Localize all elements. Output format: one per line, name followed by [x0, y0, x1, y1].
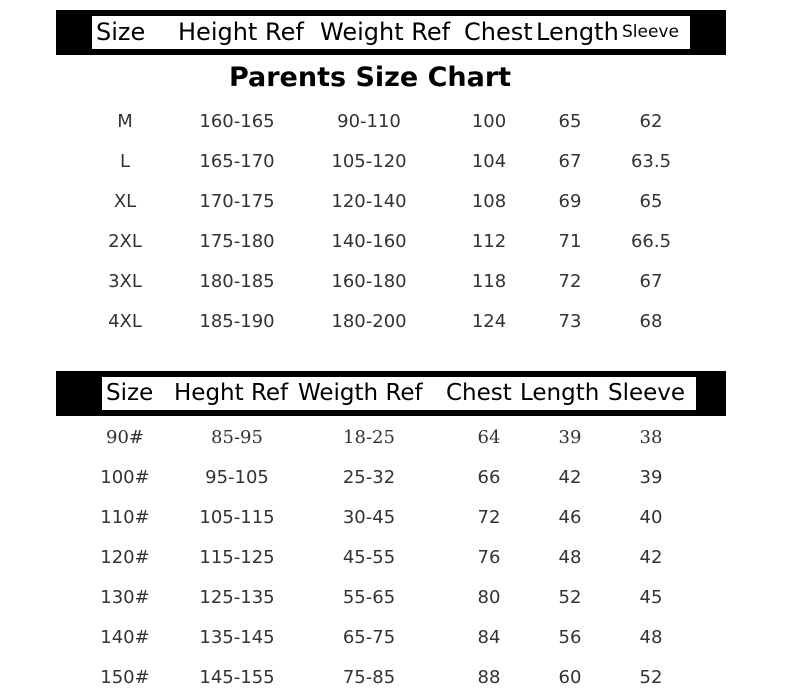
cell-size: 120#	[100, 547, 150, 568]
cell-sleeve: 38	[639, 427, 663, 448]
kids-header-sleeve: Sleeve	[608, 380, 686, 406]
cell-size: M	[117, 111, 133, 132]
cell-chest: 72	[477, 507, 501, 528]
cell-weight: 55-65	[342, 587, 396, 608]
kids-header-size: Size	[106, 380, 154, 406]
cell-chest: 88	[477, 667, 501, 688]
cell-length: 69	[558, 191, 582, 212]
cell-height: 165-170	[199, 151, 275, 172]
cell-length: 39	[558, 427, 582, 448]
table-row	[0, 147, 790, 177]
cell-height: 145-155	[199, 667, 275, 688]
cell-height: 95-105	[205, 467, 269, 488]
cell-chest: 118	[471, 271, 507, 292]
cell-size: 90#	[106, 427, 144, 448]
cell-sleeve: 63.5	[630, 151, 672, 172]
cell-weight: 140-160	[331, 231, 407, 252]
cell-sleeve: 62	[639, 111, 663, 132]
cell-weight: 45-55	[342, 547, 396, 568]
cell-height: 135-145	[199, 627, 275, 648]
parents-size-chart-title: Parents Size Chart	[228, 62, 512, 93]
cell-length: 52	[558, 587, 582, 608]
table-row	[0, 187, 790, 217]
cell-chest: 108	[471, 191, 507, 212]
cell-length: 60	[558, 667, 582, 688]
cell-chest: 84	[477, 627, 501, 648]
table-row	[0, 227, 790, 257]
cell-chest: 100	[471, 111, 507, 132]
parents-header-length: Length	[536, 18, 619, 46]
table-row	[0, 503, 790, 533]
cell-length: 71	[558, 231, 582, 252]
table-row	[0, 583, 790, 613]
cell-sleeve: 39	[639, 467, 663, 488]
cell-weight: 30-45	[342, 507, 396, 528]
parents-header-height: Height Ref	[178, 18, 304, 46]
kids-header-weight: Weigth Ref	[298, 380, 423, 406]
table-row	[0, 623, 790, 653]
cell-size: 4XL	[108, 311, 142, 332]
cell-size: 3XL	[108, 271, 142, 292]
cell-sleeve: 48	[639, 627, 663, 648]
cell-size: 110#	[100, 507, 150, 528]
cell-length: 42	[558, 467, 582, 488]
cell-height: 85-95	[211, 427, 263, 448]
cell-sleeve: 52	[639, 667, 663, 688]
cell-height: 105-115	[199, 507, 275, 528]
cell-sleeve: 45	[639, 587, 663, 608]
parents-header-weight: Weight Ref	[320, 18, 451, 46]
cell-size: L	[119, 151, 131, 172]
kids-header-chest: Chest	[446, 380, 512, 406]
table-row	[0, 463, 790, 493]
cell-height: 125-135	[199, 587, 275, 608]
cell-length: 48	[558, 547, 582, 568]
cell-length: 56	[558, 627, 582, 648]
table-row	[0, 267, 790, 297]
cell-height: 160-165	[199, 111, 275, 132]
cell-weight: 90-110	[337, 111, 401, 132]
cell-chest: 112	[471, 231, 507, 252]
cell-length: 72	[558, 271, 582, 292]
parents-header-inner	[92, 16, 690, 49]
cell-sleeve: 67	[639, 271, 663, 292]
cell-length: 65	[558, 111, 582, 132]
cell-sleeve: 42	[639, 547, 663, 568]
cell-length: 46	[558, 507, 582, 528]
cell-height: 115-125	[199, 547, 275, 568]
parents-header-sleeve: Sleeve	[622, 22, 679, 42]
cell-chest: 64	[477, 427, 501, 448]
cell-size: 150#	[100, 667, 150, 688]
cell-sleeve: 68	[639, 311, 663, 332]
cell-size: 100#	[100, 467, 150, 488]
cell-weight: 25-32	[342, 467, 396, 488]
cell-height: 175-180	[199, 231, 275, 252]
cell-weight: 160-180	[331, 271, 407, 292]
cell-sleeve: 40	[639, 507, 663, 528]
table-row	[0, 543, 790, 573]
cell-size: 2XL	[108, 231, 142, 252]
cell-sleeve: 66.5	[630, 231, 672, 252]
parents-header-size: Size	[96, 18, 146, 46]
cell-chest: 80	[477, 587, 501, 608]
cell-weight: 180-200	[331, 311, 407, 332]
cell-chest: 104	[471, 151, 507, 172]
cell-size: 130#	[100, 587, 150, 608]
parents-header-chest: Chest	[464, 18, 533, 46]
table-row	[0, 307, 790, 337]
cell-height: 185-190	[199, 311, 275, 332]
cell-size: XL	[113, 191, 137, 212]
table-row	[0, 663, 790, 693]
table-row	[0, 423, 790, 453]
parents-header-bar	[56, 10, 726, 55]
cell-length: 73	[558, 311, 582, 332]
cell-sleeve: 65	[639, 191, 663, 212]
kids-header-bar	[56, 371, 726, 416]
cell-chest: 66	[477, 467, 501, 488]
cell-weight: 105-120	[331, 151, 407, 172]
cell-length: 67	[558, 151, 582, 172]
cell-chest: 76	[477, 547, 501, 568]
cell-weight: 65-75	[342, 627, 396, 648]
cell-height: 170-175	[199, 191, 275, 212]
kids-header-length: Length	[520, 380, 600, 406]
table-row	[0, 107, 790, 137]
cell-size: 140#	[100, 627, 150, 648]
kids-header-inner	[102, 377, 696, 410]
cell-chest: 124	[471, 311, 507, 332]
cell-height: 180-185	[199, 271, 275, 292]
cell-weight: 120-140	[331, 191, 407, 212]
cell-weight: 75-85	[342, 667, 396, 688]
kids-header-height: Heght Ref	[174, 380, 289, 406]
cell-weight: 18-25	[343, 427, 395, 448]
